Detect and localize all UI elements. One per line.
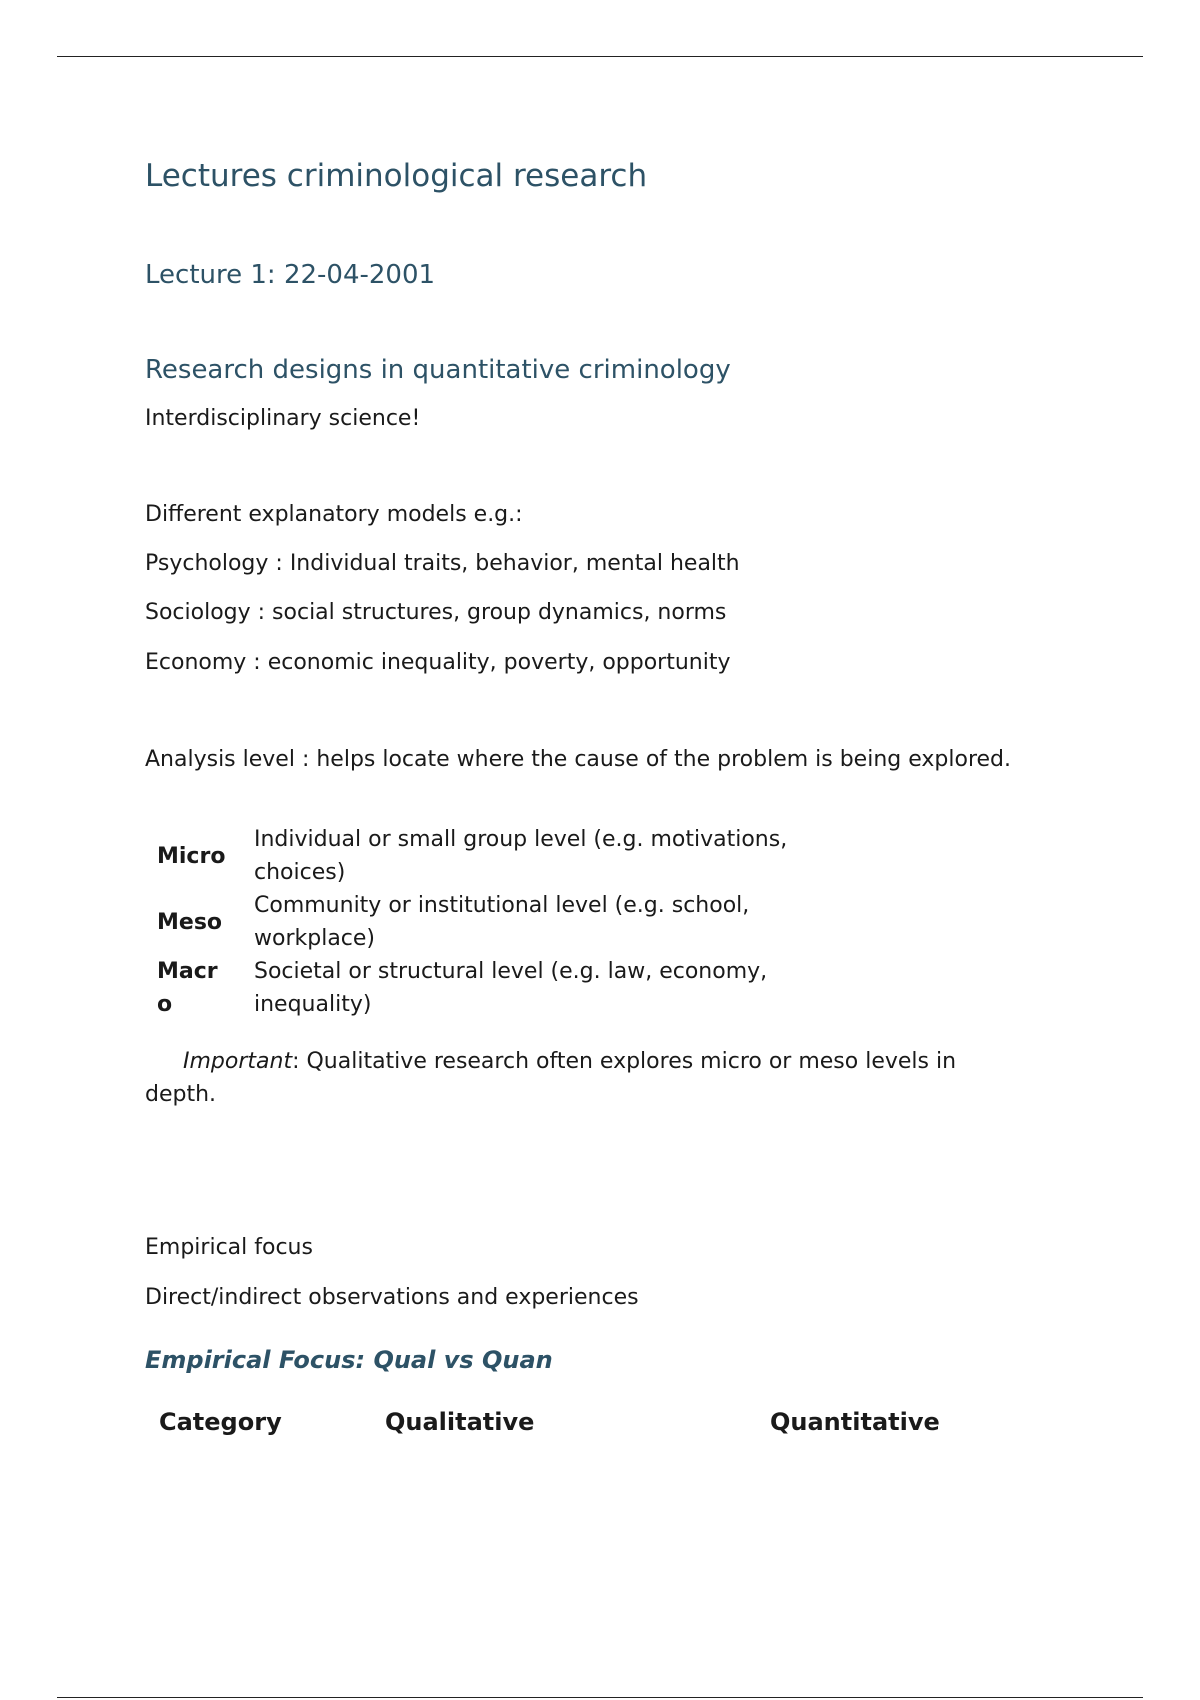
level-term: Macro (157, 959, 218, 1017)
important-note (145, 1045, 1025, 1111)
lecture-heading: Lecture 1: 22-04-2001 (145, 260, 436, 290)
document-title: Lectures criminological research (145, 158, 648, 194)
column-header-quantitative: Quantitative (770, 1408, 940, 1436)
analysis-level-text: Analysis level : helps locate where the cause of the problem is being explored. (145, 747, 1011, 772)
observations-text: Direct/indirect observations and experiences (145, 1285, 639, 1310)
model-psychology: Psychology : Individual traits, behavior, mental health (145, 551, 740, 576)
level-row-micro (145, 823, 854, 889)
column-header-qualitative: Qualitative (385, 1408, 535, 1436)
level-desc: Societal or structural level (e.g. law, economy, inequality) (254, 959, 768, 1017)
level-term: Meso (157, 909, 223, 935)
important-label: Important (183, 1049, 293, 1074)
model-economy: Economy : economic inequality, poverty, opportunity (145, 650, 731, 675)
level-desc: Community or institutional level (e.g. school, workplace) (254, 893, 750, 951)
level-row-macro (145, 955, 854, 1021)
models-intro: Different explanatory models e.g.: (145, 502, 523, 527)
level-row-meso (145, 889, 854, 955)
level-desc: Individual or small group level (e.g. motivations, choices) (254, 827, 788, 885)
intro-text: Interdisciplinary science! (145, 406, 421, 431)
column-header-category: Category (159, 1408, 282, 1436)
model-sociology: Sociology : social structures, group dynamics, norms (145, 600, 727, 625)
level-term: Micro (157, 843, 226, 869)
header-rule (57, 56, 1143, 57)
important-text: : Qualitative research often explores micro or meso levels in depth. (145, 1049, 957, 1107)
empirical-focus-text: Empirical focus (145, 1235, 313, 1260)
section-heading: Research designs in quantitative criminology (145, 355, 731, 385)
footer-rule (57, 1697, 1143, 1698)
analysis-levels-table (145, 823, 854, 1021)
qual-quan-heading: Empirical Focus: Qual vs Quan (145, 1346, 553, 1374)
